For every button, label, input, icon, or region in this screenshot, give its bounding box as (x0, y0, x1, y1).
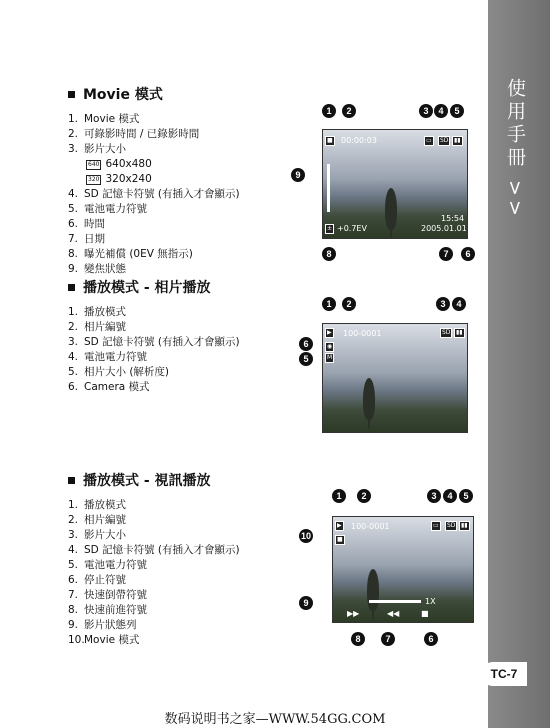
callout-8: 8 (351, 632, 365, 646)
callout-2: 2 (342, 297, 356, 311)
list-item: 2. 相片編號 (68, 321, 126, 333)
callout-9: 9 (291, 168, 305, 182)
ev-value: +0.7EV (337, 224, 367, 233)
clock-time: 15:54 (441, 214, 465, 223)
side-tab-title: 使用手冊 >> (504, 78, 526, 220)
list-item: 10. Movie 模式 (68, 634, 140, 646)
photo-number: 100-0001 (351, 522, 390, 531)
bullet-icon (68, 477, 75, 484)
callout-4: 4 (434, 104, 448, 118)
list-item: 1. 播放模式 (68, 499, 126, 511)
size-item-640: 640 640x480 (88, 158, 152, 170)
callout-1: 1 (332, 489, 346, 503)
list-item: 9. 變焦狀態 (68, 263, 126, 275)
size-640-icon: 640 (88, 160, 100, 168)
tree-image (385, 188, 397, 230)
movie-heading: Movie 模式 (68, 84, 240, 104)
movie-list (68, 112, 240, 277)
list-item: 1. 播放模式 (68, 306, 126, 318)
list-item: 2. 相片編號 (68, 514, 126, 526)
footer-text: 数码说明书之家—WWW.54GG.COM (164, 712, 386, 727)
size-320-icon: 320 (88, 175, 100, 183)
list-item: 7. 快速倒帶符號 (68, 589, 147, 601)
photo-heading: 播放模式 - 相片播放 (68, 277, 240, 297)
date: 2005.01.01 (421, 224, 467, 233)
record-time: 00:00:03 (341, 136, 377, 145)
video-status-bar (369, 600, 421, 603)
photo-size-icon: M (327, 354, 333, 361)
movie-section (68, 84, 240, 277)
callout-2: 2 (357, 489, 371, 503)
callout-5: 5 (299, 352, 313, 366)
list-item: 3. 影片大小 (68, 143, 126, 155)
list-item: 8. 曝光補償 (0EV 無指示) (68, 248, 193, 260)
stop-icon: ■ (421, 609, 429, 618)
video-heading: 播放模式 - 視訊播放 (68, 470, 240, 490)
list-item: 6. 時間 (68, 218, 105, 230)
list-item: 3. SD 記憶卡符號 (有插入才會顯示) (68, 336, 240, 348)
battery-icon: ▮▮ (461, 522, 468, 529)
callout-3: 3 (427, 489, 441, 503)
video-section (68, 470, 240, 648)
play-mode-icon: ▶ (327, 329, 332, 336)
movie-lcd-screen (322, 129, 468, 239)
callout-6: 6 (461, 247, 475, 261)
battery-icon: ▮▮ (456, 329, 463, 336)
callout-1: 1 (322, 104, 336, 118)
photo-list (68, 305, 240, 395)
bullet-icon (68, 91, 75, 98)
size-item-320: 320 320x240 (88, 173, 152, 185)
callout-3: 3 (436, 297, 450, 311)
callout-9: 9 (299, 596, 313, 610)
list-item: 9. 影片狀態列 (68, 619, 137, 631)
callout-3: 3 (419, 104, 433, 118)
battery-icon: ▮▮ (454, 137, 461, 144)
list-item: 3. 影片大小 (68, 529, 126, 541)
playback-speed: 1X (425, 597, 436, 606)
callout-7: 7 (381, 632, 395, 646)
photo-section (68, 277, 240, 395)
list-item: 8. 快速前進符號 (68, 604, 147, 616)
callout-4: 4 (452, 297, 466, 311)
movie-size-icon: ▭ (426, 137, 432, 144)
callout-8: 8 (322, 247, 336, 261)
side-tab (488, 0, 550, 728)
video-list (68, 498, 240, 648)
play-mode-icon: ▶ (337, 522, 342, 529)
list-item: 4. 電池電力符號 (68, 351, 147, 363)
photo-lcd-screen (322, 323, 468, 433)
tree-image (367, 569, 379, 611)
list-item: 4. SD 記憶卡符號 (有插入才會顯示) (68, 188, 240, 200)
rewind-icon: ◀◀ (387, 609, 400, 618)
list-item: 4. SD 記憶卡符號 (有插入才會顯示) (68, 544, 240, 556)
callout-5: 5 (459, 489, 473, 503)
sd-card-icon: SD (447, 522, 456, 529)
fast-forward-icon: ▶▶ (347, 609, 360, 618)
movie-size-icon: ▭ (433, 522, 439, 529)
callout-1: 1 (322, 297, 336, 311)
callout-5: 5 (450, 104, 464, 118)
list-item: 1. Movie 模式 (68, 113, 140, 125)
list-item: 5. 電池電力符號 (68, 559, 147, 571)
movie-mode-icon: ■ (337, 536, 343, 543)
callout-7: 7 (439, 247, 453, 261)
list-item: 6. 停止符號 (68, 574, 126, 586)
callout-4: 4 (443, 489, 457, 503)
page-number: TC-7 (481, 662, 527, 686)
list-item: 7. 日期 (68, 233, 105, 245)
zoom-bar (327, 164, 330, 212)
list-item: 5. 電池電力符號 (68, 203, 147, 215)
movie-mode-icon: ■ (327, 137, 333, 144)
camera-mode-icon: ◉ (327, 343, 333, 350)
callout-6: 6 (424, 632, 438, 646)
bullet-icon (68, 284, 75, 291)
ev-icon: ± (327, 225, 333, 232)
list-item: 6. Camera 模式 (68, 381, 150, 393)
callout-6: 6 (299, 337, 313, 351)
list-item: 2. 可錄影時間 / 已錄影時間 (68, 128, 200, 140)
tree-image (363, 378, 375, 420)
photo-number: 100-0001 (343, 329, 382, 338)
sd-card-icon: SD (440, 137, 449, 144)
list-item: 5. 相片大小 (解析度) (68, 366, 170, 378)
callout-10: 10 (300, 531, 311, 541)
callout-2: 2 (342, 104, 356, 118)
video-lcd-screen (332, 516, 474, 623)
sd-card-icon: SD (442, 329, 451, 336)
